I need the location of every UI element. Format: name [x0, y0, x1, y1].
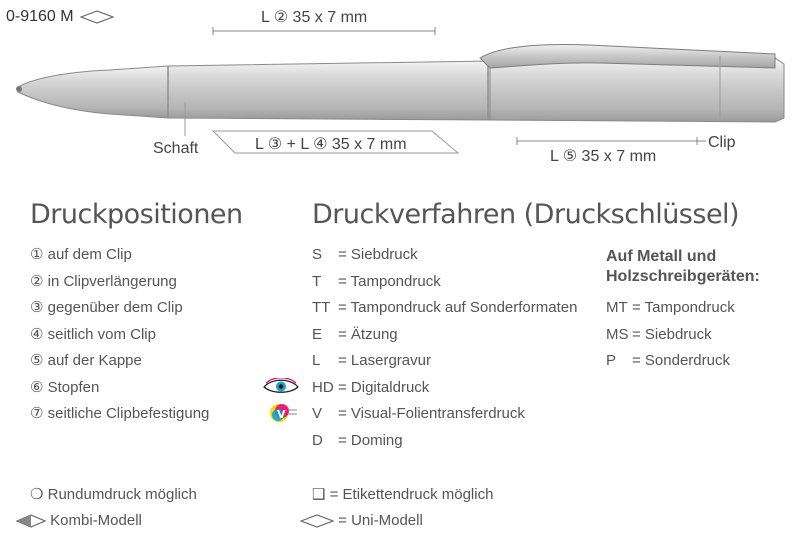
cap-dimension-label: L ⑤ 35 x 7 mm	[550, 148, 657, 165]
methods-list	[312, 242, 577, 454]
method-label: = Siebdruck	[338, 246, 418, 263]
method-item	[312, 348, 577, 375]
metal-item	[606, 322, 735, 349]
metal-list	[606, 295, 735, 375]
method-code: E	[312, 325, 323, 343]
metal-code: MT	[606, 299, 628, 316]
method-item	[312, 428, 577, 455]
kombi-model-label: Kombi-Modell	[50, 512, 142, 529]
metal-label: = Sonderdruck	[632, 352, 730, 369]
label-print-legend: ❑ = Etikettendruck möglich	[312, 486, 494, 503]
model-number-text: 0-9160 M	[6, 8, 74, 25]
metal-label: = Siebdruck	[632, 325, 712, 343]
metal-code: P	[606, 352, 617, 369]
method-label: = Digitaldruck	[338, 378, 430, 396]
method-item	[312, 242, 577, 269]
uni-model-label: = Uni-Modell	[338, 512, 423, 529]
method-item	[312, 269, 577, 296]
method-label: = Tampondruck	[338, 272, 441, 290]
round-print-legend: ❍ Rundumdruck möglich	[30, 486, 197, 503]
position-item: ⑤ auf der Kappe	[30, 352, 142, 369]
pen-tip	[18, 66, 168, 118]
metal-heading	[606, 247, 760, 287]
top-dimension-label: L ② 35 x 7 mm	[261, 9, 368, 26]
svg-text:V: V	[277, 408, 286, 421]
position-item: ① auf dem Clip	[30, 246, 132, 263]
positions-list	[30, 242, 209, 428]
eye-icon	[262, 378, 300, 396]
method-label: = Ätzung	[338, 325, 398, 343]
methods-title: Druckverfahren (Druckschlüssel)	[312, 199, 740, 230]
method-label: = Lasergravur	[338, 352, 431, 369]
metal-label: = Tampondruck	[632, 299, 735, 316]
method-item	[312, 375, 577, 402]
method-label: = Tampondruck auf Sonderformaten	[338, 299, 578, 316]
uni-model-legend-icon	[300, 514, 334, 528]
positions-title: Druckpositionen	[30, 199, 243, 230]
method-item	[312, 322, 577, 349]
method-label: = Visual-Folientransferdruck	[338, 405, 525, 422]
method-code: TT	[312, 299, 331, 316]
kombi-model-diamond-icon	[16, 514, 46, 528]
uni-model-legend	[300, 512, 423, 529]
clip-label: Clip	[708, 134, 736, 151]
position-item: ④ seitlich vom Clip	[30, 325, 156, 343]
metal-item	[606, 295, 735, 322]
position-item: ② in Clipverlängerung	[30, 272, 177, 290]
pen-shaft	[168, 61, 490, 120]
shaft-dimension-label: L ③ + L ④ 35 x 7 mm	[255, 136, 407, 153]
metal-heading-line2: Holzschreibgeräten:	[606, 268, 760, 285]
method-code: V	[312, 405, 323, 422]
method-item	[312, 401, 577, 428]
position-item: ③ gegenüber dem Clip	[30, 299, 183, 316]
position-item: ⑦ seitliche Clipbefestigung	[30, 405, 210, 422]
metal-code: MS	[606, 325, 629, 343]
shaft-label: Schaft	[153, 140, 199, 157]
pen-cap	[490, 58, 784, 122]
method-label: = Doming	[338, 431, 403, 449]
method-code: HD	[312, 378, 334, 396]
method-code: D	[312, 431, 323, 449]
metal-heading-line1: Auf Metall und	[606, 248, 717, 265]
method-code: T	[312, 272, 322, 290]
position-item: ⑥ Stopfen	[30, 378, 100, 396]
method-item	[312, 295, 577, 322]
method-code: S	[312, 246, 323, 263]
kombi-model-legend	[16, 512, 142, 529]
method-code: L	[312, 352, 321, 369]
metal-item	[606, 348, 735, 375]
visual-transfer-icon	[268, 401, 298, 427]
